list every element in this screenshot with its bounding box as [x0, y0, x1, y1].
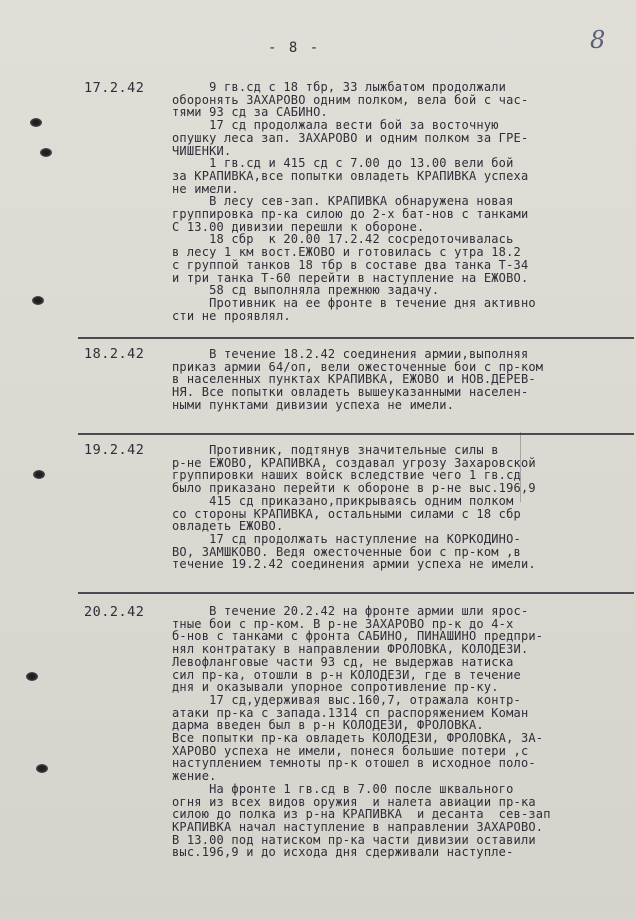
text-line: нял контратаку в направлении ФРОЛОВКА, КОЛОДЕЗИ.: [172, 642, 529, 657]
punch-hole: [36, 764, 48, 773]
punch-hole: [33, 470, 45, 479]
text-line: КРАПИВКА начал наступление в направлении ЗАХАРОВО.: [172, 819, 544, 834]
text-line: На фронте 1 гв.сд в 7.00 после шквального: [172, 781, 514, 796]
text-line: силою до полка из р-на КРАПИВКА и десанта сев-зап: [172, 807, 551, 822]
text-line: НЯ. Все попытки овладеть вышеуказанными населен-: [172, 385, 529, 400]
handwritten-page-number: 8: [590, 26, 606, 54]
entry-date: 19.2.42: [84, 442, 145, 458]
text-line: жение.: [172, 769, 217, 784]
text-line: в населенных пунктах КРАПИВКА, ЕЖОВО и НОВ.ДЕРЕВ-: [172, 372, 536, 387]
text-line: В лесу сев-зап. КРАПИВКА обнаружена новая: [172, 194, 514, 209]
text-line: Левофланговые части 93 сд, не выдержав натиска: [172, 654, 514, 669]
text-line: 9 гв.сд с 18 тбр, 33 лыжбатом продолжали: [172, 80, 507, 94]
text-line: выс.196,9 и до исхода дня сдерживали наступле-: [172, 845, 514, 860]
entry-text: [172, 81, 632, 322]
text-line: С 13.00 дивизии перешли к обороне.: [172, 219, 425, 234]
text-line: было приказано перейти к обороне в р-не выс.196,9: [172, 481, 536, 496]
punch-hole: [40, 148, 52, 157]
entry-text: [172, 444, 632, 571]
punch-hole: [32, 296, 44, 305]
section-divider: [78, 337, 634, 339]
section-divider: [78, 433, 634, 435]
text-line: не имели.: [172, 181, 239, 196]
text-line: ЧИШЕНКИ.: [172, 143, 232, 158]
text-line: атаки пр-ка с запада.1314 сп распоряжением Коман: [172, 705, 529, 720]
text-line: оборонять ЗАХАРОВО одним полком, вела бой с час-: [172, 92, 529, 107]
text-line: дарма введен был в р-н КОЛОДЕЗИ, ФРОЛОВКА.: [172, 718, 484, 733]
punch-hole: [26, 672, 38, 681]
text-line: со стороны КРАПИВКА, остальными силами с 18 сбр: [172, 506, 521, 521]
page-number: - 8 -: [268, 40, 321, 56]
text-line: 17 сд продолжать наступление на КОРКОДИНО-: [172, 531, 521, 546]
text-line: ХАРОВО успеха не имели, понеся большие потери ,с: [172, 743, 529, 758]
text-line: 18 сбр к 20.00 17.2.42 сосредоточивалась: [172, 232, 514, 247]
text-line: и три танка Т-60 перейти в наступление на ЕЖОВО.: [172, 270, 529, 285]
section-divider: [78, 592, 634, 594]
text-line: за КРАПИВКА,все попытки овладеть КРАПИВКА успеха: [172, 168, 529, 183]
text-line: тные бои с пр-ком. В р-не ЗАХАРОВО пр-к до 4-х: [172, 616, 514, 631]
text-line: Противник на ее фронте в течение дня активно: [172, 295, 536, 310]
text-line: группировки наших войск вследствие чего 1 гв.сд: [172, 468, 521, 483]
entry-text: [172, 348, 632, 412]
text-line: б-нов с танками с фронта САБИНО, ПИНАШИНО предпри-: [172, 629, 544, 644]
text-line: приказ армии 64/оп, вели ожесточенные бои с пр-ком: [172, 359, 544, 374]
text-line: течение 19.2.42 соединения армии успеха не имели.: [172, 557, 536, 572]
entry-date: 18.2.42: [84, 346, 145, 362]
text-line: Все попытки пр-ка овладеть КОЛОДЕЗИ, ФРОЛОВКА, ЗА-: [172, 731, 544, 746]
text-line: с группой танков 18 тбр в составе два танка Т-34: [172, 257, 529, 272]
punch-hole: [30, 118, 42, 127]
text-line: 415 сд приказано,прикрываясь одним полком: [172, 493, 514, 508]
text-line: ными пунктами дивизии успеха не имели.: [172, 397, 455, 412]
text-line: 17 сд продолжала вести бой за восточную: [172, 118, 499, 133]
text-line: В течение 20.2.42 на фронте армии шли ярос-: [172, 604, 529, 618]
text-line: сти не проявлял.: [172, 308, 291, 323]
text-line: в лесу 1 км вост.ЕЖОВО и готовилась с утра 18.2: [172, 245, 521, 260]
text-line: р-не ЕЖОВО, КРАПИВКА, создавал угрозу Захаровской: [172, 455, 536, 470]
text-line: группировка пр-ка силою до 2-х бат-нов с танками: [172, 207, 529, 222]
text-line: В 13.00 под натиском пр-ка части дивизии оставили: [172, 832, 536, 847]
text-line: овладеть ЕЖОВО.: [172, 519, 284, 534]
text-line: 1 гв.сд и 415 сд с 7.00 до 13.00 вели бой: [172, 156, 514, 171]
entry-date: 17.2.42: [84, 80, 145, 96]
margin-line: [520, 432, 521, 502]
text-line: Противник, подтянув значительные силы в: [172, 443, 499, 457]
text-line: опушку леса зап. ЗАХАРОВО и одним полком за ГРЕ-: [172, 130, 529, 145]
text-line: дня и оказывали упорное сопротивление пр-ку.: [172, 680, 499, 695]
entry-text: [172, 605, 632, 859]
text-line: огня из всех видов оружия и налета авиации пр-ка: [172, 794, 536, 809]
entry-date: 20.2.42: [84, 604, 145, 620]
text-line: тями 93 сд за САБИНО.: [172, 105, 328, 120]
text-line: В течение 18.2.42 соединения армии,выполняя: [172, 347, 529, 361]
text-line: наступлением темноты пр-к отошел в исходное поло-: [172, 756, 536, 771]
text-line: 58 сд выполняла прежнюю задачу.: [172, 283, 440, 298]
text-line: 17 сд,удерживая выс.160,7, отражала контр-: [172, 692, 521, 707]
text-line: сил пр-ка, отошли в р-н КОЛОДЕЗИ, где в течение: [172, 667, 521, 682]
text-line: ВО, ЗАМШКОВО. Ведя ожесточенные бои с пр-ком ,в: [172, 544, 521, 559]
